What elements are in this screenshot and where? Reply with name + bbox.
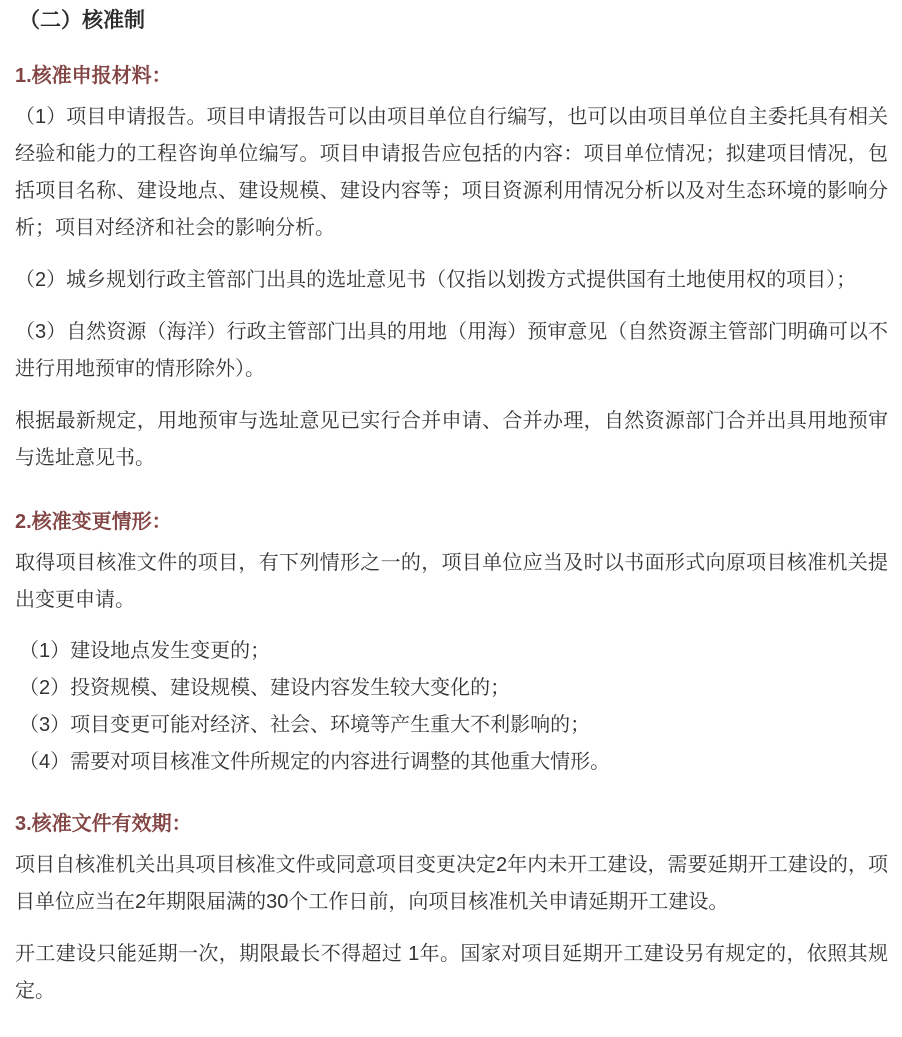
change-conditions-list — [15, 634, 888, 779]
section-document-validity — [15, 809, 888, 1010]
section-2-heading: 2.核准变更情形： — [15, 511, 172, 534]
list-item-other-major-adjustment: （4）需要对项目核准文件所规定的内容进行调整的其他重大情形。 — [19, 751, 611, 774]
paragraph-site-selection-opinion: （2）城乡规划行政主管部门出具的选址意见书（仅指以划拨方式提供国有土地使用权的项目）； — [15, 269, 857, 292]
list-item-adverse-impact: （3）项目变更可能对经济、社会、环境等产生重大不利影响的； — [19, 714, 591, 737]
section-application-materials — [15, 61, 888, 477]
paragraph-project-application-report: （1）项目申请报告。项目申请报告可以由项目单位自行编写，也可以由项目单位自主委托具有相关经验和能力的工程咨询单位编写。项目申请报告应包括的内容：项目单位情况；拟建项目情况，包括项目名称、建设地点、建设规模、建设内容等；项目资源利用情况分析以及对生态环境的影响分析；项目对经济和社会的影响分析。 — [15, 106, 888, 240]
section-3-heading: 3.核准文件有效期： — [15, 813, 192, 836]
paragraph-merged-application-note: 根据最新规定，用地预审与选址意见已实行合并申请、合并办理，自然资源部门合并出具用地预审与选址意见书。 — [15, 410, 888, 470]
paragraph-land-use-preliminary-review: （3）自然资源（海洋）行政主管部门出具的用地（用海）预审意见（自然资源主管部门明确可以不进行用地预审的情形除外）。 — [15, 321, 888, 381]
section-change-circumstances — [15, 507, 888, 779]
section-1-heading: 1.核准申报材料： — [15, 65, 172, 88]
paragraph-change-application-intro: 取得项目核准文件的项目，有下列情形之一的，项目单位应当及时以书面形式向原项目核准机关提出变更申请。 — [15, 552, 888, 612]
list-item-location-change: （1）建设地点发生变更的； — [19, 640, 271, 663]
paragraph-validity-period: 项目自核准机关出具项目核准文件或同意项目变更决定2年内未开工建设，需要延期开工建设的，项目单位应当在2年期限届满的30个工作日前，向项目核准机关申请延期开工建设。 — [15, 854, 888, 914]
list-item-scale-change: （2）投资规模、建设规模、建设内容发生较大变化的； — [19, 677, 511, 700]
page-title: （二）核准制 — [19, 9, 145, 32]
paragraph-extension-limit: 开工建设只能延期一次，期限最长不得超过 1年。国家对项目延期开工建设另有规定的，依照其规定。 — [15, 943, 888, 1003]
